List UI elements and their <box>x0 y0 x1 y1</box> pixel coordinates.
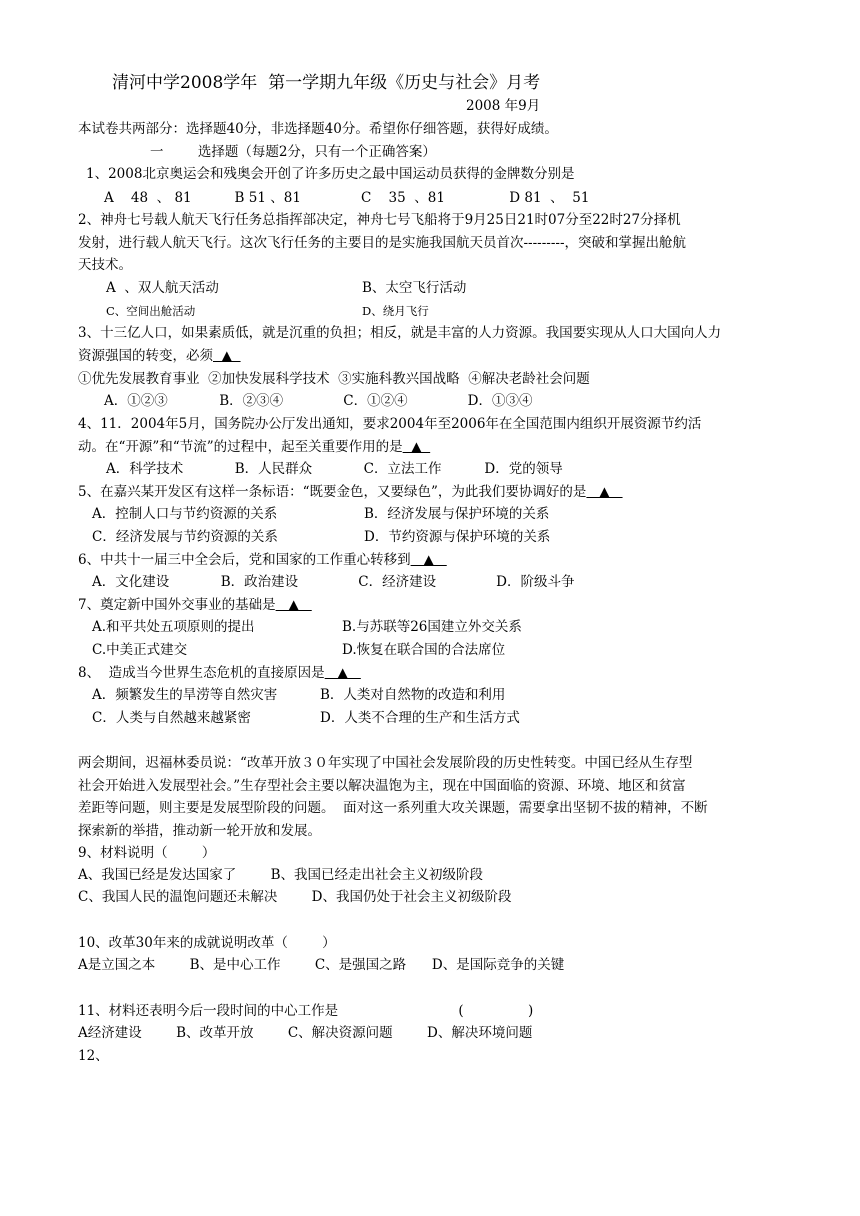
question-8-option-a: A．频繁发生的旱涝等自然灾害 <box>92 687 278 703</box>
question-8-stem-text: 8、 造成当今世界生态危机的直接原因是 <box>78 665 325 681</box>
question-4-options: A．科学技术 B．人民群众 C．立法工作 D．党的领导 <box>106 461 563 477</box>
exam-title: 清河中学2008学年 第一学期九年级《历史与社会》月考 <box>112 73 541 93</box>
question-9-stem: 9、材料说明（ ） <box>78 845 216 861</box>
question-5-option-a: A．控制人口与节约资源的关系 <box>92 506 278 522</box>
answer-blank[interactable]: ▲ <box>324 665 361 681</box>
question-9-options-cd: C、我国人民的温饱问题还未解决 D、我国仍处于社会主义初级阶段 <box>78 889 512 905</box>
answer-blank[interactable]: ▲ <box>213 348 241 364</box>
question-8-option-b: B．人类对自然物的改造和利用 <box>320 687 506 703</box>
question-5-option-c: C．经济发展与节约资源的关系 <box>92 529 278 545</box>
question-3-options: A．①②③ B．②③④ C．①②④ D．①③④ <box>104 393 533 409</box>
exam-intro: 本试卷共两部分：选择题40分，非选择题40分。希望你仔细答题，获得好成绩。 <box>78 121 558 137</box>
material-line-4: 探索新的举措，推动新一轮开放和发展。 <box>78 823 321 839</box>
question-7-option-b: B.与苏联等26国建立外交关系 <box>342 619 522 635</box>
question-4-stem-end: 动。在“开源”和“节流”的过程中，起至关重要作用的是 <box>78 439 403 455</box>
section-heading: 一 选择题（每题2分，只有一个正确答案） <box>150 144 436 160</box>
question-2-option-b: B、太空飞行活动 <box>362 280 467 296</box>
question-12-stem: 12、 <box>78 1048 109 1064</box>
question-8-option-c: C．人类与自然越来越紧密 <box>92 710 251 726</box>
question-4-line-1: 4、11．2004年5月，国务院办公厅发出通知，要求2004年至2006年在全国范围内组织开展资源节约活 <box>78 416 702 432</box>
question-5-stem <box>78 483 623 501</box>
question-3-line-1: 3、十三亿人口，如果素质低，就是沉重的负担；相反，就是丰富的人力资源。我国要实现从人口大国向人力 <box>78 325 722 341</box>
question-7-option-a: A.和平共处五项原则的提出 <box>92 619 255 635</box>
question-4-line-2 <box>78 438 430 456</box>
question-6-stem <box>78 551 447 569</box>
question-3-stem-end: 资源强国的转变，必须 <box>78 348 213 364</box>
question-11-options: A经济建设 B、改革开放 C、解决资源问题 D、解决环境问题 <box>78 1025 533 1041</box>
question-7-option-c: C.中美正式建交 <box>92 642 188 658</box>
material-line-3: 差距等问题，则主要是发展型阶段的问题。 面对这一系列重大攻关课题，需要拿出坚韧不拔的精神，不断 <box>78 800 708 816</box>
question-2-line-1: 2、神舟七号载人航天飞行任务总指挥部决定，神舟七号飞船将于9月25日21时07分至22时27分择机 <box>78 212 681 228</box>
question-3-items: ①优先发展教育事业 ②加快发展科学技术 ③实施科教兴国战略 ④解决老龄社会问题 <box>78 371 590 387</box>
question-9-options-ab: A、我国已经是发达国家了 B、我国已经走出社会主义初级阶段 <box>78 867 483 883</box>
material-line-2: 社会开始进入发展型社会。”生存型社会主要以解决温饱为主，现在中国面临的资源、环境、地区和贫富 <box>78 778 686 794</box>
question-1-options: A 48 、 81 B 51 、81 C 35 、81 D 81 、 51 <box>104 190 590 206</box>
question-5-option-b: B．经济发展与保护环境的关系 <box>364 506 550 522</box>
material-line-1: 两会期间，迟福林委员说：“改革开放３０年实现了中国社会发展阶段的历史性转变。中国已经从生存型 <box>78 755 693 771</box>
question-6-options: A．文化建设 B．政治建设 C．经济建设 D．阶级斗争 <box>92 574 575 590</box>
answer-blank[interactable]: ▲ <box>402 439 431 455</box>
question-8-option-d: D．人类不合理的生产和生活方式 <box>320 710 520 726</box>
question-5-option-d: D．节约资源与保护环境的关系 <box>364 529 551 545</box>
answer-blank[interactable]: ▲ <box>275 597 312 613</box>
question-11-stem: 11、材料还表明今后一段时间的中心工作是 ( ) <box>78 1003 534 1019</box>
question-7-stem-text: 7、奠定新中国外交事业的基础是 <box>78 597 276 613</box>
question-1-stem: 1、2008北京奥运会和残奥会开创了许多历史之最中国运动员获得的金牌数分别是 <box>86 166 575 182</box>
exam-date: 2008 年9月 <box>466 98 541 114</box>
question-5-stem-text: 5、在嘉兴某开发区有这样一条标语：“既要金色，又要绿色”，为此我们要协调好的是 <box>78 484 587 500</box>
question-10-stem: 10、改革30年来的成就说明改革（ ） <box>78 935 336 951</box>
question-6-stem-text: 6、中共十一届三中全会后，党和国家的工作重心转移到 <box>78 552 411 568</box>
question-7-option-d: D.恢复在联合国的合法席位 <box>342 642 506 658</box>
question-2-line-2: 发射，进行载人航天飞行。这次飞行任务的主要目的是实施我国航天员首次---------，突破和掌握出舱航 <box>78 235 687 251</box>
question-2-option-c: C、空间出舱活动 <box>106 304 196 318</box>
question-7-stem <box>78 596 312 614</box>
question-2-option-a: A 、双人航天活动 <box>106 280 219 296</box>
question-8-stem <box>78 664 361 682</box>
question-10-options: A是立国之本 B、是中心工作 C、是强国之路 D、是国际竞争的关键 <box>78 957 565 973</box>
question-3-line-2 <box>78 347 241 365</box>
question-2-option-d: D、绕月飞行 <box>362 304 429 318</box>
question-2-line-3: 天技术。 <box>78 257 132 273</box>
answer-blank[interactable]: ▲ <box>586 484 623 500</box>
answer-blank[interactable]: ▲ <box>410 552 447 568</box>
